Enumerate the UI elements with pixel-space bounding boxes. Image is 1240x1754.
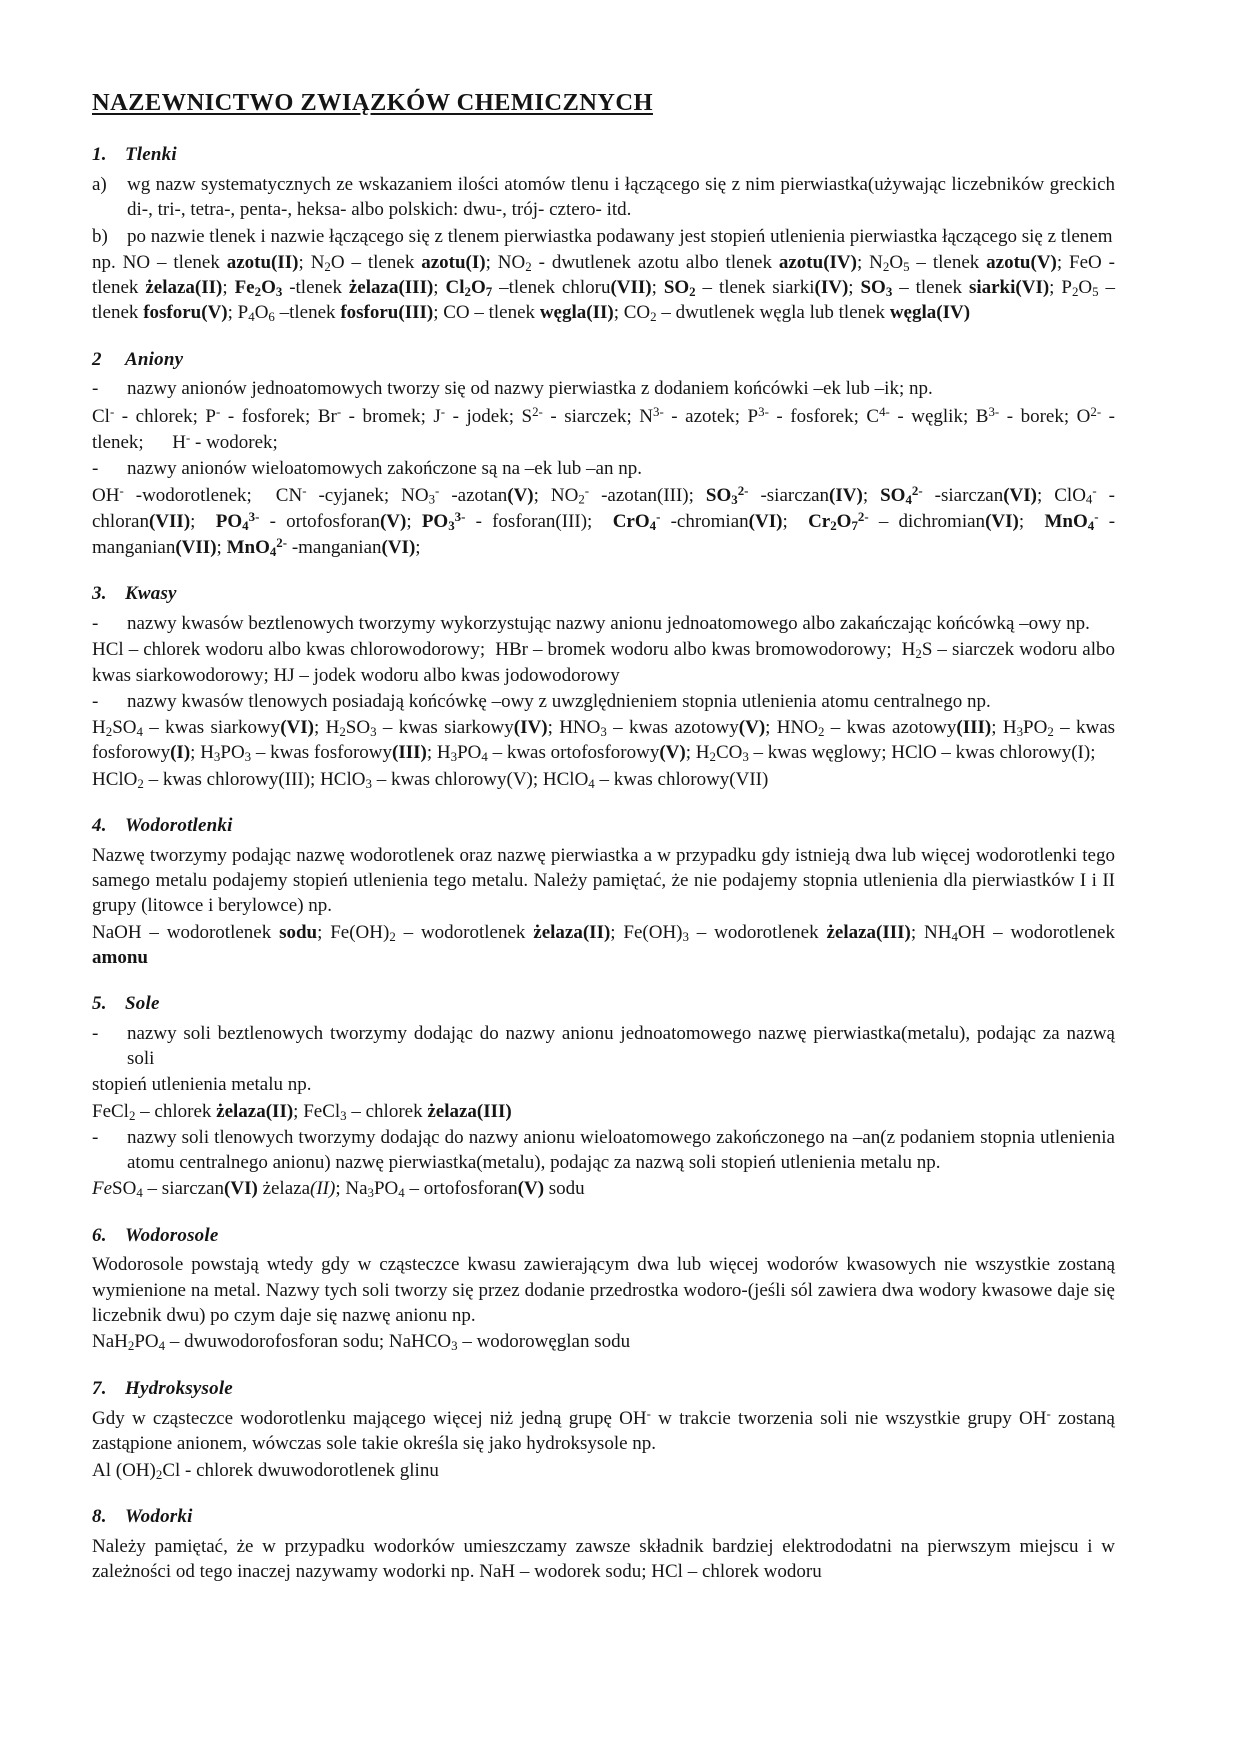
list-text-binary-salt-rule: nazwy soli beztlenowych tworzymy dodając do nazwy anionu jednoatomowego nazwę pierwiastka(metalu), podając za nazwą soli — [127, 1022, 1115, 1070]
section-number: 2 — [92, 348, 102, 370]
list-marker-dash: - — [92, 1126, 99, 1148]
section-heading-wodorosole — [92, 1224, 1115, 1248]
list-marker-dash: - — [92, 457, 99, 479]
list-item-binary-salt-rule — [92, 1021, 1115, 1072]
kwasy-oxyacid-examples-2: HClO$_2$ – kwas chlorowy(III); HClO$_3$ – kwas chlorowy(V); HClO$_4$ – kwas chlorowy(VII) — [92, 768, 769, 791]
section-kwasy — [92, 582, 1115, 792]
section-title: Tlenki — [125, 144, 177, 166]
sole-oxysalt-examples: FeSO$_4$ – siarczan(VI) żelaza(II); $Na_3PO_4$ – ortofosforan(V) sodu — [92, 1178, 585, 1201]
section-number: 8. — [92, 1505, 107, 1527]
section-number: 5. — [92, 993, 107, 1015]
section-title: Wodorosole — [125, 1224, 219, 1246]
hydroksysole-body: Gdy w cząsteczce wodorotlenku mającego więcej niż jedną grupę OH- w trakcie tworzenia soli nie wszystkie grupy OH- zostaną zastąpione anionem, wówczas sole takie określa się jako hydroksysole np. — [92, 1406, 1115, 1455]
list-marker-dash: - — [92, 378, 99, 400]
section-wodorki — [92, 1505, 1115, 1584]
section-wodorotlenki — [92, 814, 1115, 970]
section-heading-tlenki — [92, 143, 1115, 167]
kwasy-binary-examples: HCl – chlorek wodoru albo kwas chlorowodorowy; HBr – bromek wodoru albo kwas bromowodorowy; $H_2S$ – siarczek wodoru albo kwas siarkowodorowy; HJ – jodek wodoru albo kwas jodowodorowy — [92, 639, 1115, 686]
list-text-b: po nazwie tlenek i nazwie łączącego się z tlenem pierwiastka podawany jest stopień utlenienia pierwiastka łączącego się z tlenem — [127, 225, 1113, 247]
list-item-a — [92, 172, 1115, 223]
hydroksysole-examples: Al $(OH)_2Cl$ - chlorek dwuwodorotlenek glinu — [92, 1459, 439, 1482]
list-text-polyatomic-rule: nazwy anionów wieloatomowych zakończone są na –ek lub –an np. — [127, 457, 642, 479]
list-text-binary-acid-rule: nazwy kwasów beztlenowych tworzymy wykorzystując nazwy anionu jednoatomowego albo zakańczając końcówką –owy np. — [127, 613, 1090, 635]
wodorotlenki-body: Nazwę tworzymy podając nazwę wodorotlenek oraz nazwę pierwiastka a w przypadku gdy istnieją dwa lub więcej wodorotlenki tego samego metalu podajemy stopień utlenienia tego metalu. Należy pamiętać, że nie podajemy stopnia utlenienia dla pierwiastków I i II grupy (litowce i berylowce) np. — [92, 844, 1115, 917]
section-title: Sole — [125, 993, 160, 1015]
section-heading-kwasy — [92, 582, 1115, 606]
aniony-monoatomic-examples: Cl- - chlorek; P- - fosforek; Br- - bromek; J- - jodek; $S^{2-}$ - siarczek; $N^{3-}$ - azotek; $P^{3-}$ - fosforek; $C^{4-}$ - węglik; $B^{3-}$ - borek; $O^{2-}$ - tlenek; H- - wodorek; — [92, 403, 1116, 453]
section-title: Wodorki — [125, 1505, 193, 1527]
wodorotlenki-examples: NaOH – wodorotlenek sodu; $Fe(OH)_2$ – wodorotlenek żelaza(II); $Fe(OH)_3$ – wodorotlenek żelaza(III); $NH_4OH$ – wodorotlenek amonu — [92, 921, 1115, 968]
section-hydroksysole — [92, 1377, 1115, 1483]
tlenki-examples: np. NO – tlenek azotu(II); $N_2O$ – tlenek azotu(I); $NO_2$ - dwutlenek azotu albo tlenek azotu(IV); $N_2O_5$ – tlenek azotu(V); FeO -tlenek żelaza(II); $Fe_2O_3$ -tlenek żelaza(III); $Cl_2O_7$ –tlenek chloru(VII); $SO_2$ – tlenek siarki(IV); $SO_3$ – tlenek siarki(VI); $P_2O_5$ –tlenek fosforu(V); $P_4O_6$ –tlenek fosforu(III); CO – tlenek węgla(II); $CO_2$ – dwutlenek węgla lub tlenek węgla(IV) — [92, 251, 1116, 325]
kwasy-oxyacid-examples: $H_2SO_4$ – kwas siarkowy(VI); $H_2SO_3$ – kwas siarkowy(IV); $HNO_3$ – kwas azotowy(V); $HNO_2$ – kwas azotowy(III); $H_3PO_2$ – kwas fosforowy(I); $H_3PO_3$ – kwas fosforowy(III); $H_3PO_4$ – kwas ortofosforowy(V); $H_2CO_3$ – kwas węglowy; HClO – kwas chlorowy(I); — [92, 717, 1116, 765]
section-heading-sole — [92, 992, 1115, 1016]
section-number: 4. — [92, 815, 107, 837]
section-number: 3. — [92, 583, 107, 605]
section-sole — [92, 992, 1115, 1202]
section-number: 1. — [92, 144, 107, 166]
section-title: Wodorotlenki — [125, 815, 233, 837]
wodorosole-examples: $NaH_2PO_4$ – dwuwodorofosforan sodu; NaHCO$_3$ – wodorowęglan sodu — [92, 1331, 631, 1354]
section-aniony — [92, 348, 1115, 561]
section-wodorosole — [92, 1224, 1115, 1355]
section-title: Hydroksysole — [125, 1377, 233, 1399]
list-marker-dash: - — [92, 1022, 99, 1044]
section-title: Kwasy — [125, 583, 177, 605]
list-text-a: wg nazw systematycznych ze wskazaniem ilości atomów tlenu i łączącego się z nim pierwiastka(używając liczebników greckich di-, tri-, tetra-, penta-, heksa- albo polskich: dwu-, trój- cztero- itd. — [127, 174, 1115, 221]
section-number: 6. — [92, 1224, 107, 1246]
section-number: 7. — [92, 1377, 107, 1399]
list-marker-a: a) — [92, 174, 107, 196]
section-title: Aniony — [125, 348, 184, 370]
section-heading-wodorki — [92, 1505, 1115, 1529]
page-title: NAZEWNICTWO ZWIĄZKÓW CHEMICZNYCH — [92, 89, 653, 116]
list-text-monoatomic-rule: nazwy anionów jednoatomowych tworzy się od nazwy pierwiastka z dodaniem końcówki –ek lub –ik; np. — [127, 378, 933, 400]
list-item-b — [92, 224, 1115, 249]
list-marker-dash: - — [92, 690, 99, 712]
list-item-binary-acid-rule — [92, 611, 1115, 636]
section-heading-hydroksysole — [92, 1377, 1115, 1401]
aniony-polyatomic-examples: OH- -wodorotlenek; CN- -cyjanek; $NO_3^-$ -azotan(V); $NO_2^-$ -azotan(III); $SO_3^{2-}$ -siarczan(IV); $SO_4^{2-}$ -siarczan(VI); ClO$_4$- -chloran(VII); $PO_4^{3-}$ - ortofosforan(V); $PO_3^{3-}$ - fosforan(III); CrO$_4$- -chromian(VI); $Cr_2O_7^{2-}$ – dichromian(VI); MnO$_4$- -manganian(VII); MnO$_4^{2-}$ -manganian(VI); — [92, 483, 1116, 559]
section-heading-wodorotlenki — [92, 814, 1115, 838]
list-item-monoatomic-rule — [92, 376, 1115, 401]
list-item-oxyacid-rule — [92, 689, 1115, 714]
list-text-oxyacid-rule: nazwy kwasów tlenowych posiadają końcówkę –owy z uwzględnieniem stopnia utlenienia atomu centralnego np. — [127, 690, 991, 712]
section-heading-aniony — [92, 348, 1115, 372]
sole-binary-examples: FeCl$_2$ – chlorek żelaza(II); FeCl$_3$ – chlorek żelaza(III) — [92, 1100, 512, 1123]
list-marker-b: b) — [92, 225, 108, 247]
wodorosole-body: Wodorosole powstają wtedy gdy w cząsteczce kwasu zawierającym dwa lub więcej wodorów kwasowych nie wszystkie zostaną wymienione na metal. Nazwy tych soli tworzy się przez dodanie przedrostka wodoro-(jeśli sól zawiera dwa wodory kwasowe daje się liczebnik dwu) po czym daje się nazwę anionu np. — [92, 1254, 1115, 1326]
list-item-oxysalt-rule — [92, 1125, 1115, 1176]
list-item-polyatomic-rule — [92, 456, 1115, 481]
sole-oxidation-line: stopień utlenienia metalu np. — [92, 1074, 312, 1096]
list-marker-dash: - — [92, 613, 99, 635]
wodorki-body: Należy pamiętać, że w przypadku wodorków umieszczamy zawsze składnik bardziej elektrododatni na pierwszym miejscu i w zależności od tego inaczej nazywamy wodorki np. NaH – wodorek sodu; HCl – chlorek wodoru — [92, 1535, 1115, 1582]
list-text-oxysalt-rule: nazwy soli tlenowych tworzymy dodając do nazwy anionu wieloatomowego zakończonego na –an(z podaniem stopnia utlenienia atomu centralnego anionu) nazwę pierwiastka(metalu), podając za nazwą soli stopień utlenienia metalu np. — [127, 1126, 1115, 1174]
section-tlenki — [92, 143, 1115, 325]
